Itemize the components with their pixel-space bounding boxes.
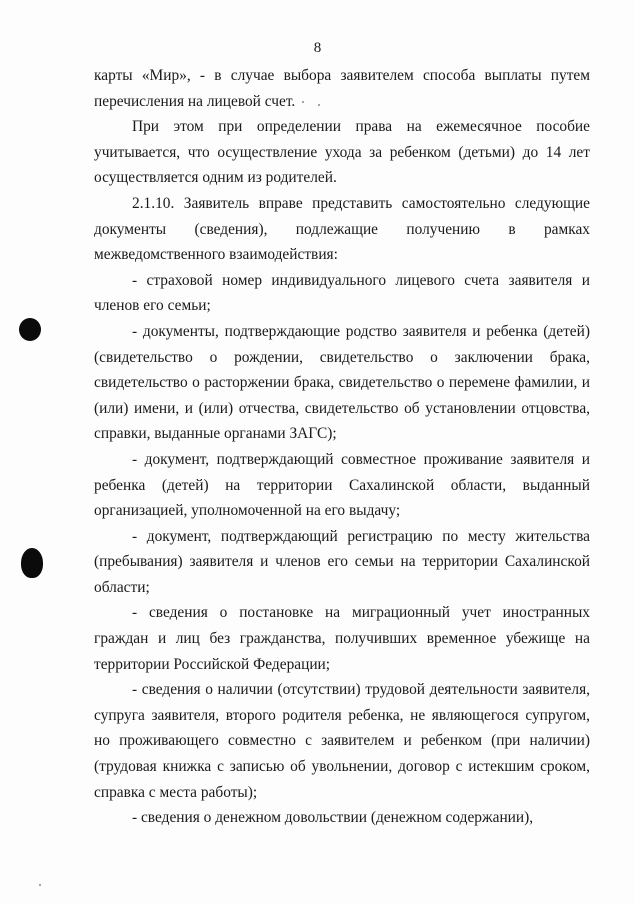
page-number: 8 [313,40,322,56]
document-body [94,63,590,831]
paragraph-section-2-1-10: 2.1.10. Заявитель вправе представить самостоятельно следующие документы (сведения), подлежащие получению в рамках межведомственного взаимодействия: [94,194,590,264]
punch-hole-top [19,318,41,341]
list-item-employment-records: - сведения о наличии (отсутствии) трудовой деятельности заявителя, супруга заявителя, второго родителя ребенка, не являющегося супругом, но проживающего совместно с заявителем и ребенком (при наличии) (трудовая книжка с записью об увольнении, договор с истекшим сроком, справка с места работы); [94,681,590,801]
paragraph-care-rule: При этом при определении права на ежемесячное пособие учитывается, что осуществление ухода за ребенком (детьми) до 14 лет осуществляется одним из родителей. [94,118,590,187]
list-item-registration-document: - документ, подтверждающий регистрацию по месту жительства (пребывания) заявителя и членов его семьи на территории Сахалинской области; [94,527,590,596]
list-item-snils: - страховой номер индивидуального лицевого счета заявителя и членов его семьи; [94,271,590,315]
list-item-kinship-documents: - документы, подтверждающие родство заявителя и ребенка (детей) (свидетельство о рождении, свидетельство о заключении брака, свидетельство о расторжении брака, свидетельство о перемене фамилии, и (или) имени, и (или) отчества, свидетельство об установлении отцовства, справки, выданные органами ЗАГС); [94,322,590,443]
punch-hole-bottom [21,548,43,578]
paragraph-continuation: карты «Мир», - в случае выбора заявителем способа выплаты путем перечисления на лицевой счет. [94,67,590,110]
scan-speck [39,884,41,886]
list-item-cohabitation-document: - документ, подтверждающий совместное проживание заявителя и ребенка (детей) на территории Сахалинской области, выданный организацией, уполномоченной на его выдачу; [94,450,590,520]
list-item-allowance-records: - сведения о денежном довольствии (денежном содержании), [132,809,534,827]
list-item-migration-records: - сведения о постановке на миграционный учет иностранных граждан и лиц без гражданства, получивших временное убежище на территории Российской Федерации; [94,604,590,673]
